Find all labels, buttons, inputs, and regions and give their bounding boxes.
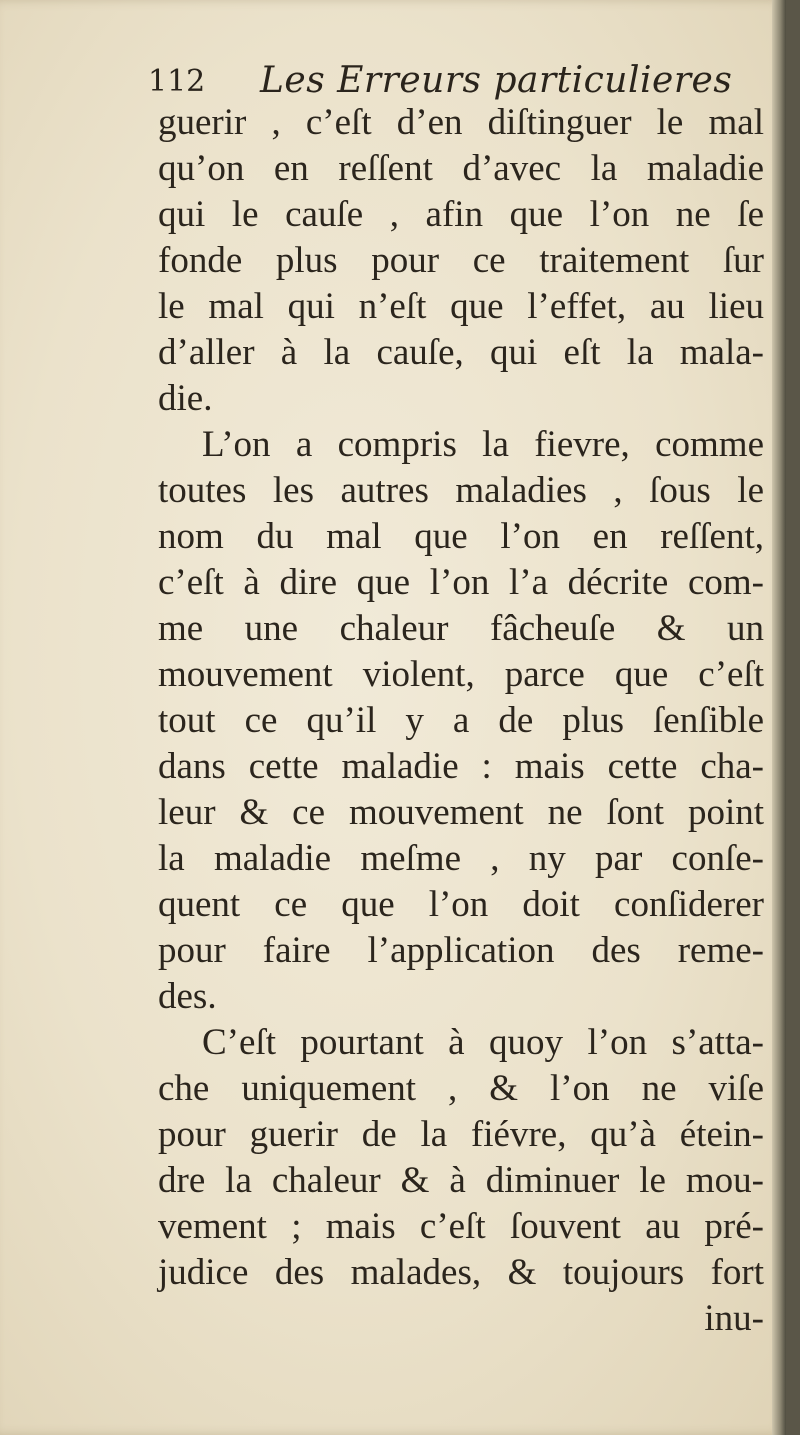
paragraph-start-line: C’eſt pourtant à quoy l’on s’atta- [202, 1022, 764, 1063]
text-line: pour faire l’application des reme- [158, 930, 764, 971]
text-line: che uniquement , & l’on ne viſe [158, 1068, 764, 1109]
text-line: leur & ce mouvement ne ſont point [158, 792, 764, 833]
text-line: qu’on en reſſent d’avec la maladie [158, 148, 764, 189]
running-title: Les Erreurs particulieres [260, 60, 733, 101]
text-line: die. [158, 378, 213, 419]
body-text [158, 100, 764, 1342]
text-line: me une chaleur fâcheuſe & un [158, 608, 764, 649]
text-line: judice des malades, & toujours fort [158, 1252, 764, 1293]
text-line: fonde plus pour ce traitement ſur [158, 240, 764, 281]
text-line: quent ce que l’on doit conſiderer [158, 884, 764, 925]
text-line: nom du mal que l’on en reſſent, [158, 516, 764, 557]
catchword: inu- [704, 1298, 764, 1339]
text-line: qui le cauſe , afin que l’on ne ſe [158, 194, 764, 235]
text-line: toutes les autres maladies , ſous le [158, 470, 764, 511]
text-line: vement ; mais c’eſt ſouvent au pré- [158, 1206, 764, 1247]
text-line: pour guerir de la fiévre, qu’à étein- [158, 1114, 764, 1155]
text-line: dans cette maladie : mais cette cha- [158, 746, 764, 787]
text-line: dre la chaleur & à diminuer le mou- [158, 1160, 764, 1201]
page-edge-shadow [772, 0, 786, 1435]
page-number: 112 [148, 64, 206, 99]
text-line: c’eſt à dire que l’on l’a décrite com- [158, 562, 764, 603]
text-line: mouvement violent, parce que c’eſt [158, 654, 764, 695]
paragraph-start-line: L’on a compris la fievre, comme [202, 424, 764, 465]
text-line: d’aller à la cauſe, qui eſt la mala- [158, 332, 764, 373]
text-line: le mal qui n’eſt que l’effet, au lieu [158, 286, 764, 327]
text-line: des. [158, 976, 217, 1017]
text-line: guerir , c’eſt d’en diſtinguer le mal [158, 102, 764, 143]
text-line: la maladie meſme , ny par conſe- [158, 838, 764, 879]
text-line: tout ce qu’il y a de plus ſenſible [158, 700, 764, 741]
